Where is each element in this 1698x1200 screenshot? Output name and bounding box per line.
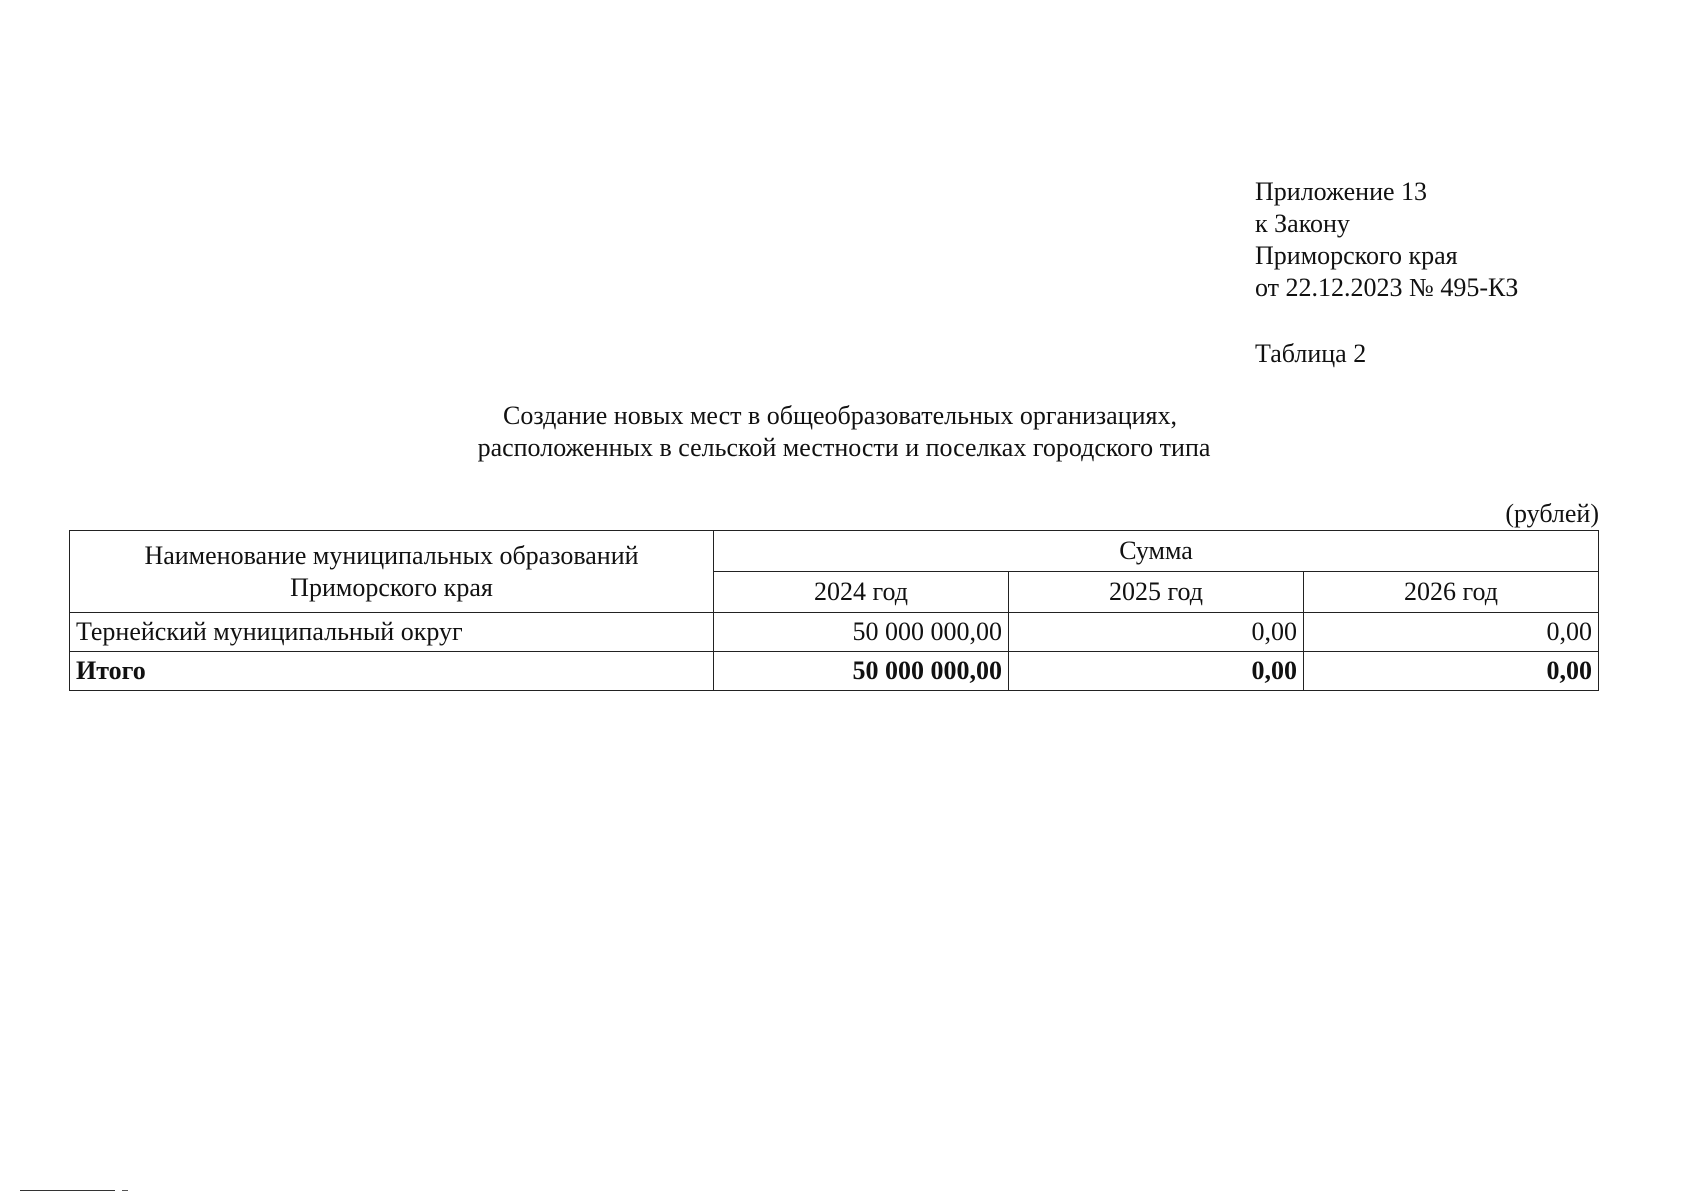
table-label: Таблица 2 (1255, 339, 1367, 368)
unit-label: (рублей) (1505, 499, 1599, 528)
header-municipality-line-2: Приморского края (290, 572, 493, 602)
document-title (0, 400, 1698, 464)
header-municipality (70, 531, 714, 613)
funding-table (69, 530, 1599, 691)
row-value-2024: 50 000 000,00 (714, 613, 1009, 652)
table-row (70, 613, 1599, 652)
table-total-row (70, 652, 1599, 691)
title-line-2: расположенных в сельской местности и поселках городского типа (477, 433, 1211, 462)
total-value-2025: 0,00 (1009, 652, 1304, 691)
total-value-2024: 50 000 000,00 (714, 652, 1009, 691)
row-value-2025: 0,00 (1009, 613, 1304, 652)
header-sum: Сумма (714, 531, 1599, 572)
footer-divider-line (20, 1190, 115, 1191)
header-year-2026: 2026 год (1304, 572, 1599, 613)
total-label: Итого (70, 652, 714, 691)
appendix-law: к Закону (1255, 209, 1350, 238)
table-header-row (70, 531, 1599, 572)
header-year-2025: 2025 год (1009, 572, 1304, 613)
appendix-region: Приморского края (1255, 241, 1458, 270)
total-value-2026: 0,00 (1304, 652, 1599, 691)
appendix-number: Приложение 13 (1255, 177, 1428, 206)
row-municipality-name: Тернейский муниципальный округ (70, 613, 714, 652)
row-value-2026: 0,00 (1304, 613, 1599, 652)
footer-divider-tick (122, 1190, 128, 1191)
header-year-2024: 2024 год (714, 572, 1009, 613)
header-municipality-line-1: Наименование муниципальных образований (144, 540, 639, 570)
appendix-header (1255, 176, 1518, 304)
appendix-date: от 22.12.2023 № 495-КЗ (1255, 273, 1519, 302)
title-line-1: Создание новых мест в общеобразовательных организациях, (503, 401, 1177, 430)
